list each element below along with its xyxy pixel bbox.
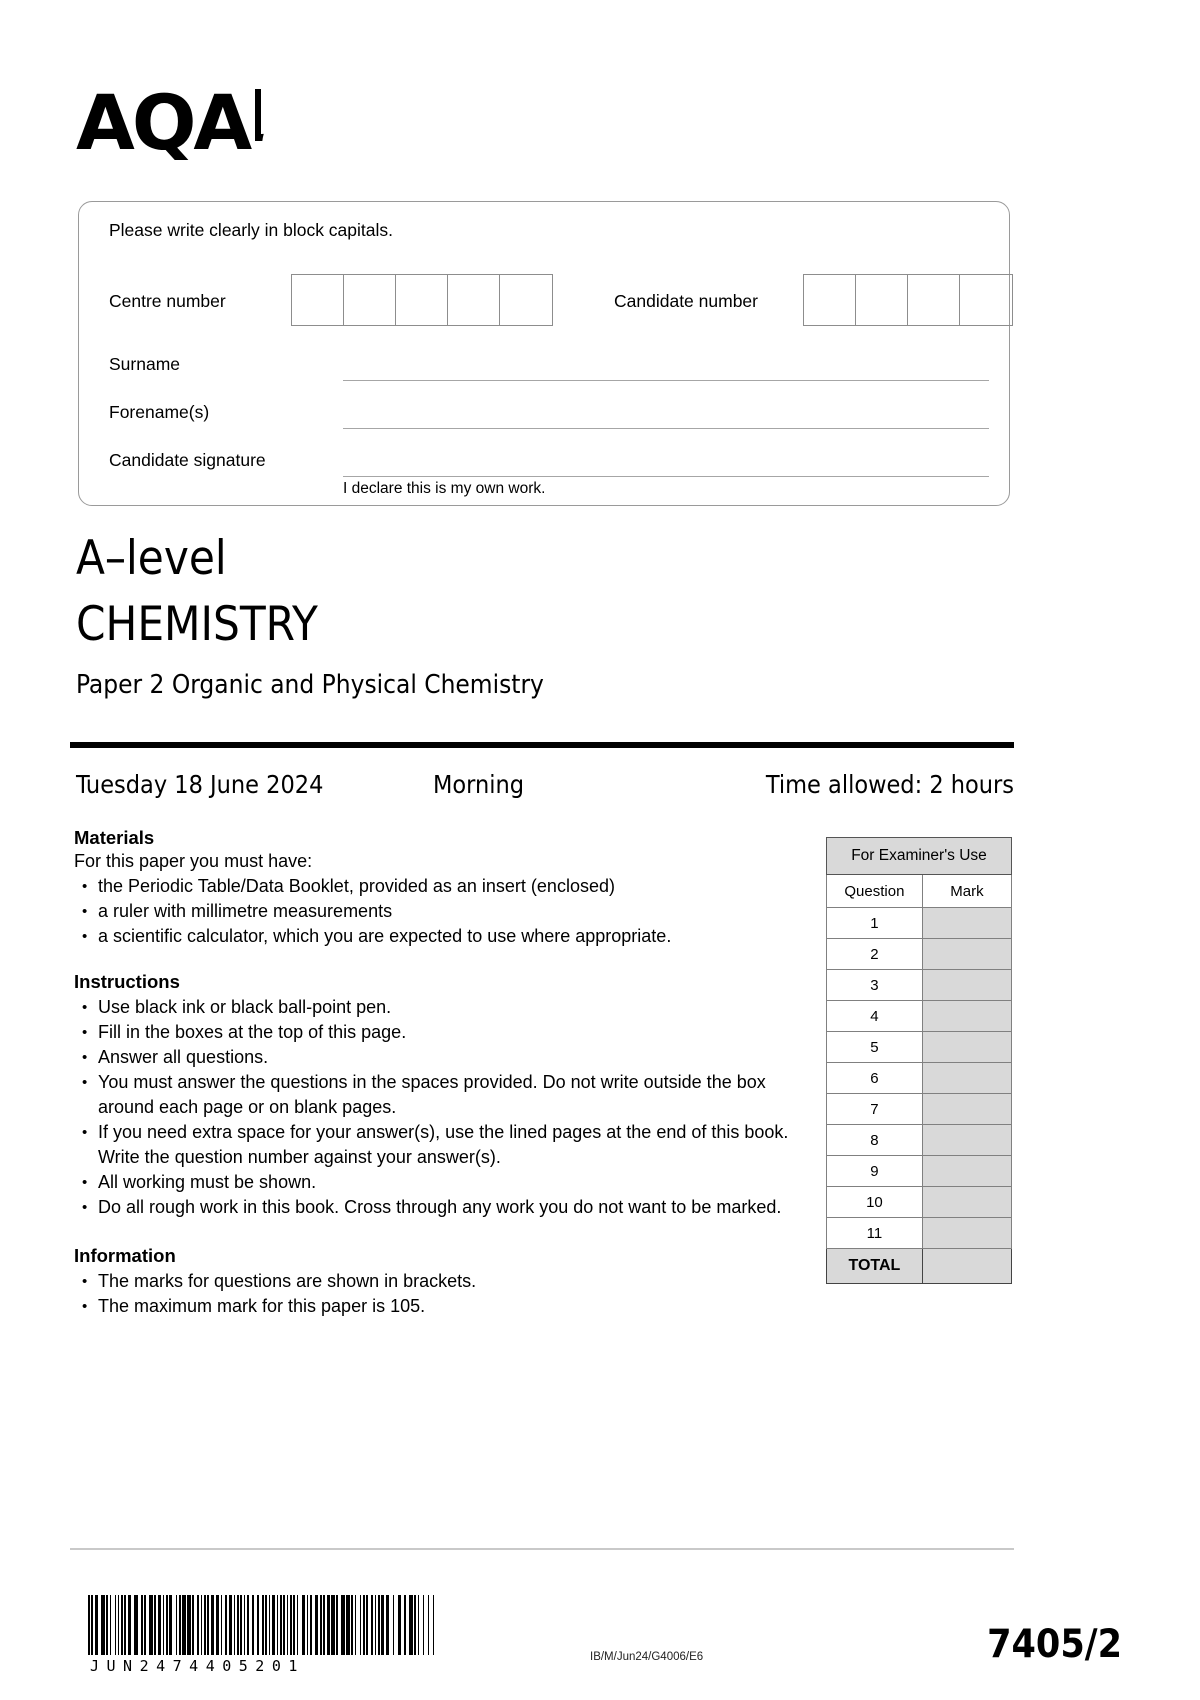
candidate-number-cell[interactable]	[804, 275, 856, 325]
table-row	[827, 1032, 1012, 1063]
subject-title: CHEMISTRY	[76, 597, 318, 652]
mark-cell[interactable]	[922, 1032, 1011, 1063]
footer-divider	[70, 1548, 1014, 1550]
table-row	[827, 1218, 1012, 1249]
paper-code: 7405/2	[987, 1622, 1122, 1667]
question-number: 9	[827, 1156, 923, 1187]
list-item: • Use black ink or black ball-point pen.	[74, 995, 804, 1020]
list-item	[74, 1120, 804, 1170]
surname-input[interactable]	[343, 380, 989, 381]
candidate-number-cell[interactable]	[908, 275, 960, 325]
signature-row	[109, 450, 989, 484]
ib-reference-code: IB/M/Jun24/G4006/E6	[590, 1651, 704, 1663]
centre-number-cell[interactable]	[500, 275, 552, 325]
candidate-number-label: Candidate number	[614, 291, 758, 311]
examiner-table-title-row	[827, 838, 1012, 875]
information-heading: Information	[74, 1245, 176, 1266]
table-row	[827, 1156, 1012, 1187]
table-row	[827, 1063, 1012, 1094]
centre-number-input[interactable]	[291, 274, 553, 326]
candidate-signature-label: Candidate signature	[109, 450, 266, 470]
total-label: TOTAL	[827, 1249, 923, 1284]
mark-cell[interactable]	[922, 1156, 1011, 1187]
list-item	[74, 1045, 804, 1070]
barcode-text: JUN2474405201	[90, 1657, 305, 1675]
mark-cell[interactable]	[922, 939, 1011, 970]
number-row	[109, 274, 989, 328]
question-number: 8	[827, 1125, 923, 1156]
forename-label: Forename(s)	[109, 402, 210, 422]
list-item: • a scientific calculator, which you are expected to use where appropriate.	[74, 924, 804, 949]
list-item	[74, 1070, 804, 1120]
information-list	[74, 1269, 804, 1319]
materials-list	[74, 874, 804, 949]
centre-number-cell[interactable]	[292, 275, 344, 325]
mark-cell[interactable]	[922, 1001, 1011, 1032]
question-number: 11	[827, 1218, 923, 1249]
exam-date: Tuesday 18 June 2024	[76, 770, 324, 799]
list-item: • The maximum mark for this paper is 105.	[74, 1294, 804, 1319]
qualification-level: A–level	[76, 531, 227, 586]
mark-cell[interactable]	[922, 1218, 1011, 1249]
examiner-table-title: For Examiner's Use	[827, 838, 1012, 875]
paper-subtitle: Paper 2 Organic and Physical Chemistry	[76, 670, 544, 700]
forename-row	[109, 402, 989, 436]
surname-label: Surname	[109, 354, 181, 374]
table-row-total	[827, 1249, 1012, 1284]
forename-input[interactable]	[343, 428, 989, 429]
candidate-number-input[interactable]	[803, 274, 1013, 326]
list-item: • The marks for questions are shown in brackets.	[74, 1269, 804, 1294]
question-number: 3	[827, 970, 923, 1001]
table-row	[827, 970, 1012, 1001]
total-mark-cell[interactable]	[922, 1249, 1011, 1284]
examiner-table-header-row	[827, 875, 1012, 908]
mark-cell[interactable]	[922, 1063, 1011, 1094]
materials-heading: Materials	[74, 827, 155, 848]
list-item: • All working must be shown.	[74, 1170, 804, 1195]
question-number: 2	[827, 939, 923, 970]
exam-session: Morning	[433, 770, 525, 799]
instructions-heading: Instructions	[74, 971, 180, 992]
header-divider	[70, 742, 1014, 748]
table-row	[827, 1187, 1012, 1218]
candidate-number-cell[interactable]	[960, 275, 1012, 325]
question-number: 5	[827, 1032, 923, 1063]
list-item-text: If you need extra space for your answer(s), use the lined pages at the end of this book. Write the question number against your answer(s).	[98, 1122, 789, 1167]
question-number: 1	[827, 908, 923, 939]
mark-cell[interactable]	[922, 1094, 1011, 1125]
list-item	[74, 1195, 804, 1220]
centre-number-label: Centre number	[109, 291, 226, 311]
time-allowed: Time allowed: 2 hours	[765, 770, 1014, 799]
barcode-bars	[88, 1595, 438, 1655]
column-header-question: Question	[827, 875, 923, 908]
candidate-signature-input[interactable]	[343, 476, 989, 477]
centre-number-cell[interactable]	[344, 275, 396, 325]
table-row	[827, 1125, 1012, 1156]
list-item: • the Periodic Table/Data Booklet, provided as an insert (enclosed)	[74, 874, 804, 899]
candidate-number-cell[interactable]	[856, 275, 908, 325]
aqa-logo	[76, 78, 307, 167]
question-number: 6	[827, 1063, 923, 1094]
table-row	[827, 939, 1012, 970]
examiner-use-table	[826, 837, 1012, 1284]
question-number: 10	[827, 1187, 923, 1218]
exam-details-row	[76, 770, 1014, 804]
table-row	[827, 1001, 1012, 1032]
list-item: • Fill in the boxes at the top of this page.	[74, 1020, 804, 1045]
barcode	[88, 1595, 438, 1675]
table-row	[827, 908, 1012, 939]
list-item: • a ruler with millimetre measurements	[74, 899, 804, 924]
aqa-logo-text: AQA	[76, 78, 250, 167]
mark-cell[interactable]	[922, 1187, 1011, 1218]
mark-cell[interactable]	[922, 970, 1011, 1001]
materials-lead: For this paper you must have:	[74, 851, 313, 871]
column-header-mark: Mark	[922, 875, 1011, 908]
mark-cell[interactable]	[922, 1125, 1011, 1156]
question-number: 4	[827, 1001, 923, 1032]
centre-number-cell[interactable]	[448, 275, 500, 325]
surname-row	[109, 354, 989, 388]
instructions-list	[74, 995, 804, 1220]
table-row	[827, 1094, 1012, 1125]
block-capitals-instruction: Please write clearly in block capitals.	[109, 220, 394, 240]
candidate-details-box	[78, 201, 1010, 506]
list-item-text: You must answer the questions in the spaces provided. Do not write outside the box around each page or on blank pages.	[98, 1072, 766, 1117]
list-item-text: Answer all questions.	[98, 1047, 269, 1067]
mark-cell[interactable]	[922, 908, 1011, 939]
list-item-text: Do all rough work in this book. Cross through any work you do not want to be marked.	[98, 1197, 782, 1217]
aqa-leaf-icon	[255, 89, 307, 141]
centre-number-cell[interactable]	[396, 275, 448, 325]
instructions-column	[74, 827, 804, 1319]
question-number: 7	[827, 1094, 923, 1125]
declaration-text: I declare this is my own work.	[343, 480, 546, 497]
